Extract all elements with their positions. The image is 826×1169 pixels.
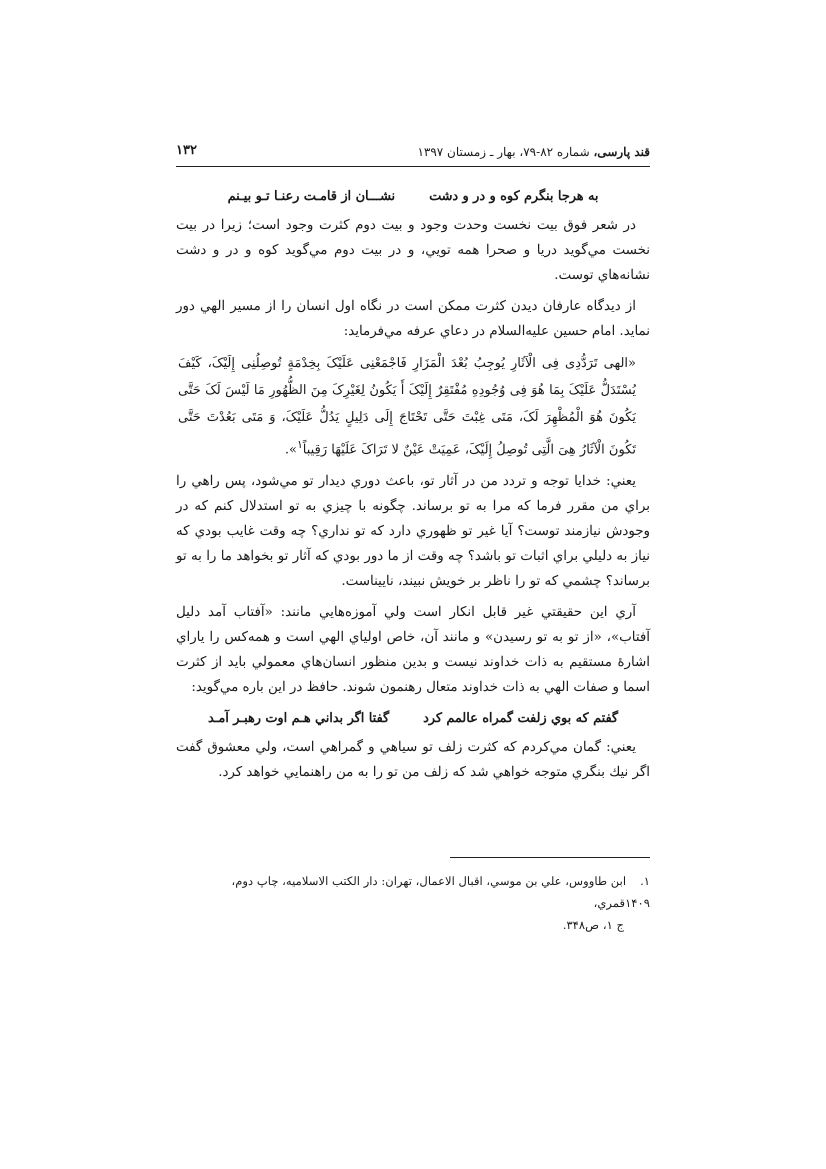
dua-quote [176, 350, 650, 463]
dua-quote-text: «الهی تَرَدُّدِی فِی الْآثَارِ یُوجِبُ بُعْدَ الْمَزَارِ فَاجْمَعْنِی عَلَیْکَ بِخِدْمَةٍ تُوصِلُنِی إِلَیْکَ، کَیْفَ یُسْتَدَلُّ عَلَیْکَ بِمَا هُوَ فِی وُجُودِهِ مُفْتَقِرٌ إِلَیْکَ أَ یَکُونُ لِغَیْرِکَ مِنَ الظُّهُورِ مَا لَیْسَ لَکَ حَتَّی یَکُونَ هُوَ الْمُظْهِرَ لَکَ، مَتَی غِبْتَ حَتَّی تَحْتَاجَ إِلَی دَلِیلٍ یَدُلُّ عَلَیْکَ، وَ مَتَی بَعُدْتَ حَتَّی تَکُونَ الْآثَارُ هِیَ الَّتِی تُوصِلُ إِلَیْکَ، عَمِیَتْ عَیْنٌ لا تَرَاکَ عَلَیْهَا رَقِیباً [178, 356, 636, 458]
paragraph-1: در شعر فوق بيت نخست وحدت وجود و بيت دوم كثرت وجود است؛ زيرا در بيت نخست مي‌گويد دريا و صحرا همه تويي، و در بيت دوم مي‌گويد كوه و در و دشت نشانه‌هاي توست. [176, 218, 650, 283]
verse-2-hemistich-right: گفتم كه بوي زلفت گمراه عالمم كرد [423, 711, 619, 727]
paragraph-5: يعني: گمان مي‌كردم كه كثرت زلف تو سياهي و گمراهي است، ولي معشوق گفت اگر نيك بنگري متوجه خواهي شد كه زلف من تو را به من راهنمايي خواهد كرد. [176, 740, 650, 781]
page-number: ۱۳۲ [176, 143, 197, 158]
footnote-rule [450, 857, 650, 858]
running-header [176, 143, 650, 165]
paragraph-3: يعني: خدايا توجه و تردد من در آثار تو، باعث دوري ديدار تو مي‌شود، پس راهي را براي من مقرر فرما كه مرا به تو برساند. چگونه با چيزي به تو استدلال كنم كه در وجودش نيازمند توست؟ آيا غير تو ظهوري دارد كه تو نداري؟ چه وقت غايب بودي كه نياز به دليلي براي اثبات تو باشد؟ چه وقت از ما دور بودي كه آثار تو بخواهد ما را به تو برساند؟ چشمي كه تو را ناظر بر خويش نبيند، ناييناست. [176, 474, 650, 590]
poem-verse-1 [176, 184, 650, 209]
paragraph-4: آري اين حقيقتي غير قابل انكار است ولي آموزه‌هايي مانند: «آفتاب آمد دليل آفتاب»، «از تو به تو رسيدن» و مانند آن، خاص اولياي الهي است و همه‌كس را ياراي اشارهٔ مستقيم به ذات خداوند نيست و بدين منظور انسان‌هاي معمولي بايد از كثرت اسما و صفات الهي به ذات خداوند متعال رهنمون شوند. حافظ در اين باره مي‌گويد: [176, 605, 650, 696]
dua-quote-end: ». [284, 442, 297, 458]
footnote-number: ۱. [640, 874, 650, 888]
paragraph-2: از ديدگاه عارفان ديدن كثرت ممكن است در نگاه اول انسان را از مسير الهي دور نمايد. امام حسين عليه‌السلام در دعاي عرفه مي‌فرمايد: [176, 299, 650, 339]
footnote-line-1 [176, 870, 650, 914]
footnote-ref: ۱ [296, 438, 303, 451]
footnote [176, 870, 650, 936]
journal-citation [417, 145, 650, 159]
footnote-text-1: ابن طاووس، علي بن موسي، اقبال الاعمال، تهران: دار الكتب الاسلاميه، چاپ دوم، ۱۴۰۹قمري، [231, 874, 650, 910]
poem-verse-2 [176, 706, 650, 731]
journal-name: قند پارسی، [593, 145, 650, 159]
verse-1-hemistich-right: به هرجا بنگرم کوه و در و دشت [429, 189, 599, 204]
footnote-line-2: ج ۱، ص۳۴۸. [562, 918, 624, 932]
journal-issue: شماره ۸۲-۷۹، بهار ـ زمستان ۱۳۹۷ [417, 145, 594, 159]
header-rule [176, 166, 650, 167]
main-text [176, 184, 650, 791]
verse-1-hemistich-left: نشـــان از قامـت رعنـا تـو بيـنم [227, 189, 396, 204]
verse-2-hemistich-left: گفتا اگر بداني هـم اوت رهبـر آمـد [207, 711, 390, 727]
